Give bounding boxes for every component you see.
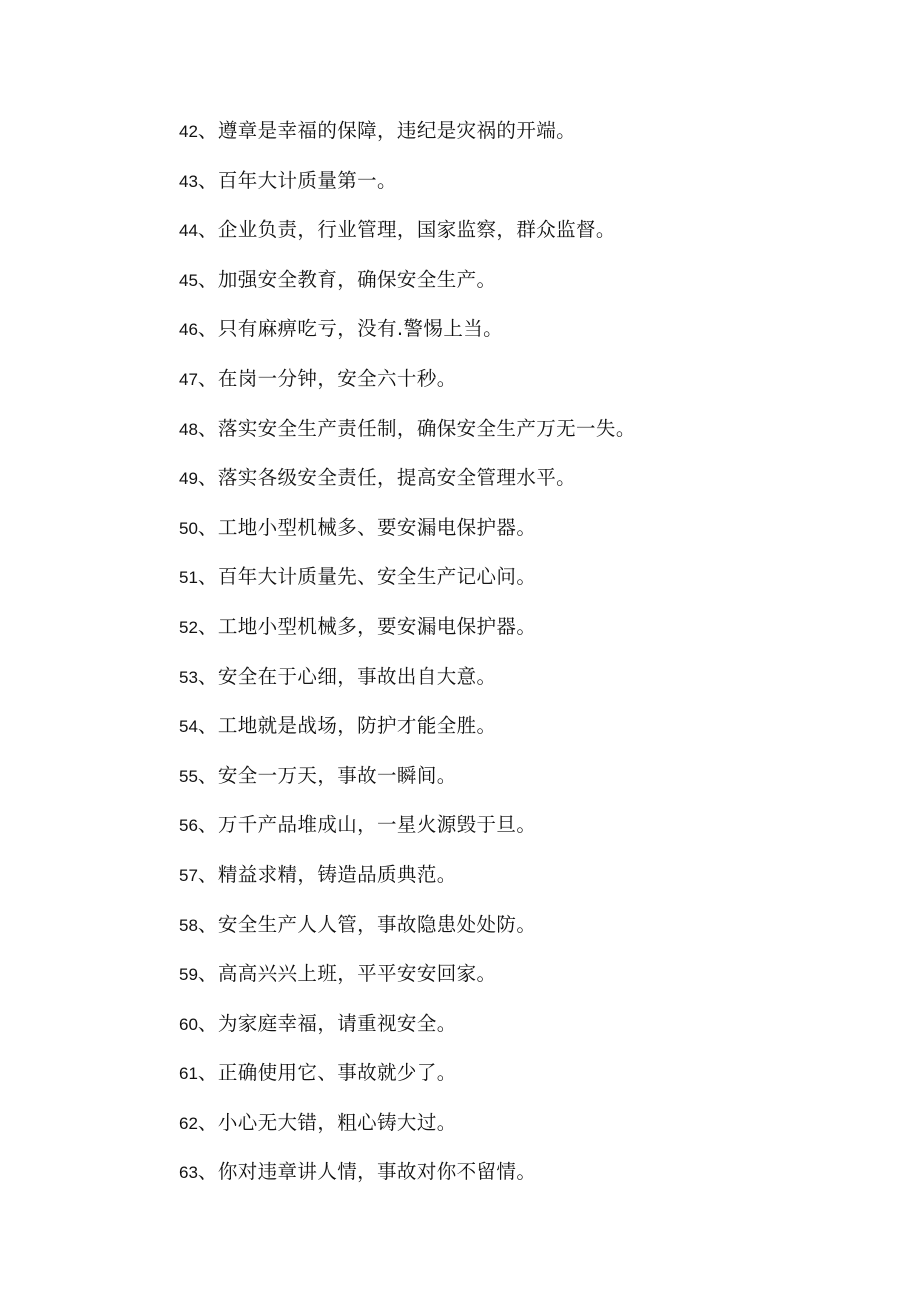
- list-item: [179, 265, 636, 315]
- item-number: 42: [179, 122, 198, 141]
- list-item: [179, 910, 636, 960]
- item-text: 、在岗一分钟，安全六十秒。: [197, 366, 457, 390]
- item-text: 、遵章是幸福的保障，违纪是灾祸的开端。: [197, 119, 577, 142]
- item-number: 61: [179, 1064, 198, 1084]
- item-number: 47: [179, 369, 198, 389]
- list-item: [179, 959, 636, 1009]
- list-item: [179, 1157, 636, 1207]
- item-text: 、高高兴兴上班，平平安安回家。: [197, 962, 497, 986]
- item-number: 60: [179, 1014, 198, 1034]
- item-number: 62: [179, 1113, 198, 1133]
- item-number: 44: [179, 221, 198, 241]
- item-text: 、百年大计质量先、安全生产记心问。: [197, 565, 537, 589]
- item-text: 、落实安全生产责任制，确保安全生产万无一失。: [197, 416, 636, 440]
- item-number: 48: [179, 419, 198, 439]
- item-number: 43: [179, 171, 198, 191]
- item-text: 、企业负责，行业管理，国家监察，群众监督。: [197, 218, 616, 242]
- slogan-list: [179, 116, 636, 1207]
- list-item: [179, 761, 636, 811]
- list-item: [179, 364, 636, 414]
- item-text: 、工地就是战场，防护才能全胜。: [197, 714, 497, 738]
- list-item: [179, 662, 636, 712]
- item-text: 、落实各级安全责任，提高安全管理水平。: [197, 466, 577, 490]
- list-item: [179, 1058, 636, 1108]
- item-number: 57: [179, 865, 198, 885]
- list-item: [179, 810, 636, 860]
- item-number: 59: [179, 965, 198, 985]
- item-text: 、百年大计质量第一。: [197, 168, 397, 192]
- item-text: 、正确使用它、事故就少了。: [197, 1061, 457, 1085]
- item-text: 、安全一万天，事故一瞬间。: [197, 763, 457, 787]
- list-item: [179, 215, 636, 265]
- list-item: [179, 513, 636, 563]
- item-text: 、安全在于心细，事故出自大意。: [197, 664, 497, 688]
- list-item: [179, 562, 636, 612]
- list-item: [179, 314, 636, 364]
- item-number: 54: [179, 717, 198, 737]
- list-item: [179, 860, 636, 910]
- list-item: [179, 414, 636, 464]
- item-number: 45: [179, 270, 198, 290]
- item-text: 、加强安全教育，确保安全生产。: [197, 267, 497, 291]
- item-number: 52: [179, 617, 198, 637]
- list-item: [179, 711, 636, 761]
- item-number: 51: [179, 568, 198, 588]
- item-number: 46: [179, 320, 198, 340]
- item-text: 、精益求精，铸造品质典范。: [197, 862, 457, 886]
- list-item: [179, 116, 636, 166]
- item-text: 、安全生产人人管，事故隐患处处防。: [197, 912, 537, 936]
- item-number: 56: [179, 816, 198, 836]
- item-text: 、为家庭幸福，请重视安全。: [197, 1011, 457, 1035]
- list-item: [179, 612, 636, 662]
- list-item: [179, 166, 636, 216]
- item-text: 、工地小型机械多、要安漏电保护器。: [197, 515, 537, 539]
- list-item: [179, 1108, 636, 1158]
- item-number: 53: [179, 667, 198, 687]
- item-number: 58: [179, 915, 198, 935]
- item-number: 50: [179, 518, 198, 538]
- item-text: 、万千产品堆成山，一星火源毁于旦。: [197, 813, 537, 837]
- item-number: 63: [179, 1163, 198, 1183]
- list-item: [179, 463, 636, 513]
- item-text: 、工地小型机械多，要安漏电保护器。: [197, 614, 537, 638]
- item-number: 49: [179, 469, 198, 489]
- item-text: 、你对违章讲人情，事故对你不留情。: [197, 1160, 537, 1184]
- list-item: [179, 1009, 636, 1059]
- item-text: 、只有麻痹吃亏，没有.警惕上当。: [197, 317, 504, 341]
- item-number: 55: [179, 766, 198, 786]
- item-text: 、小心无大错，粗心铸大过。: [197, 1110, 457, 1134]
